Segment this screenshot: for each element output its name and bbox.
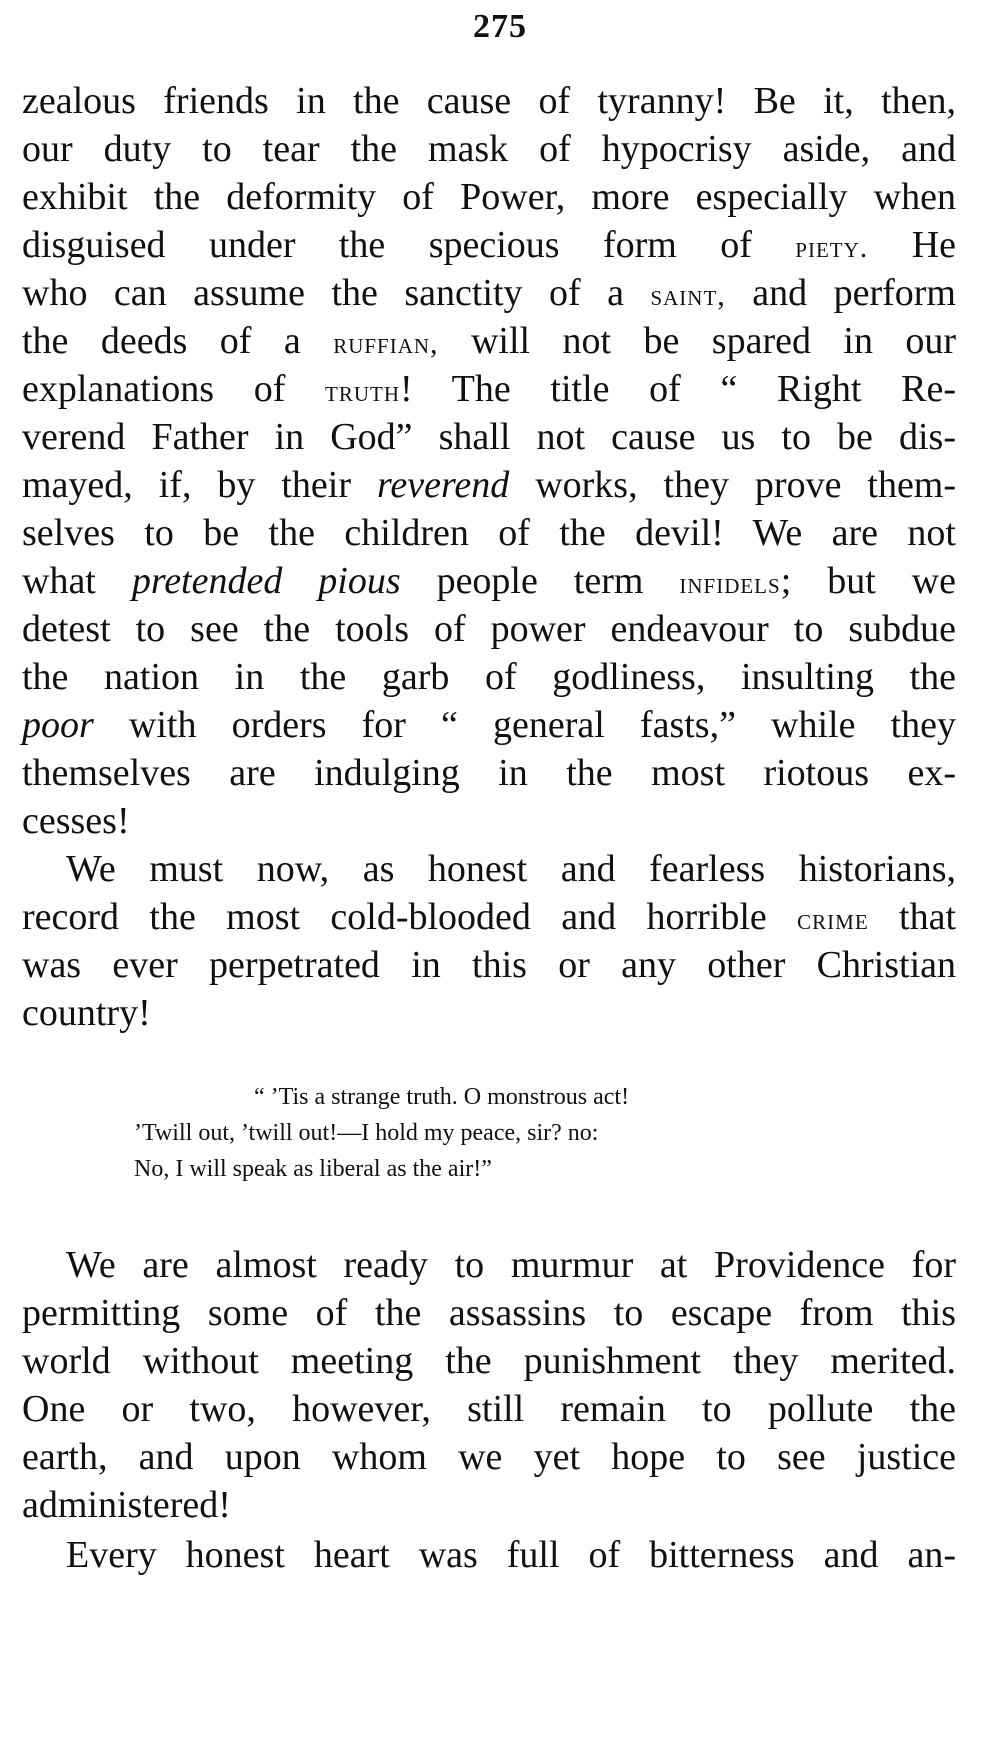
verse-line: ’Twill out, ’twill out!—I hold my peace, sir? no: [134,1120,599,1146]
text-span: and perform [752,272,956,314]
text-span: that [899,896,957,938]
text-line: was ever perpetrated in this or any other Christian [22,944,956,986]
text-span: what [22,560,96,602]
text-line: cesses! [22,800,130,842]
text-line [22,700,956,750]
text-line [22,220,956,270]
text-line: themselves are indulging in the most riotous ex- [22,752,956,794]
small-caps-word: truth [325,375,401,408]
text-line: the nation in the garb of godliness, insulting the [22,656,956,698]
small-caps-word: crime [797,903,869,936]
italic-word: poor [22,704,94,746]
text-span: explanations of [22,368,286,410]
text-line [22,316,956,366]
text-line [22,268,956,318]
text-line: our duty to tear the mask of hypocrisy aside, and [22,128,956,170]
text-span: will not be spared in our [470,320,957,362]
verse-line: “ ’Tis a strange truth. O monstrous act! [254,1084,630,1110]
text-line: world without meeting the punishment they merited. [22,1340,956,1382]
text-line: We are almost ready to murmur at Providence for [66,1244,956,1286]
text-span: mayed, if, by their [22,464,352,506]
italic-word: pretended pious [131,560,401,602]
text-line: country! [22,992,151,1034]
text-line [22,364,956,414]
text-line: selves to be the children of the devil! We are not [22,512,956,554]
text-line: earth, and upon whom we yet hope to see justice [22,1436,956,1478]
text-span: disguised under the specious form of [22,224,752,266]
text-span: works, they prove them- [535,464,957,506]
text-line: One or two, however, still remain to pollute the [22,1388,956,1430]
text-span: ; but we [780,560,956,602]
text-line: detest to see the tools of power endeavour to subdue [22,608,956,650]
text-span: with orders for “ general fasts,” while they [128,704,957,746]
text-line: We must now, as honest and fearless historians, [66,848,956,890]
small-caps-word: piety. [795,231,869,264]
text-line [22,460,956,510]
text-line: verend Father in God” shall not cause us to be dis- [22,416,956,458]
text-line: zealous friends in the cause of tyranny! Be it, then, [22,80,956,122]
text-line [22,892,956,942]
text-line [22,556,956,606]
italic-word: reverend [376,464,510,506]
text-line: administered! [22,1484,231,1526]
text-span: who can assume the sanctity of a [22,272,624,314]
verse-line: No, I will speak as liberal as the air!” [134,1156,492,1182]
page-number: 275 [473,8,527,45]
text-span: people term [436,560,644,602]
text-span: He [911,224,957,266]
text-span: record the most cold-blooded and horrible [22,896,767,938]
small-caps-word: infidels [679,567,781,600]
small-caps-word: ruffian, [333,327,439,360]
text-line: Every honest heart was full of bitterness and an- [66,1534,956,1576]
text-line: exhibit the deformity of Power, more especially when [22,176,956,218]
text-span: the deeds of a [22,320,301,362]
text-line: permitting some of the assassins to escape from this [22,1292,956,1334]
small-caps-word: saint, [650,279,726,312]
text-span: ! The title of “ Right Re- [400,368,956,410]
